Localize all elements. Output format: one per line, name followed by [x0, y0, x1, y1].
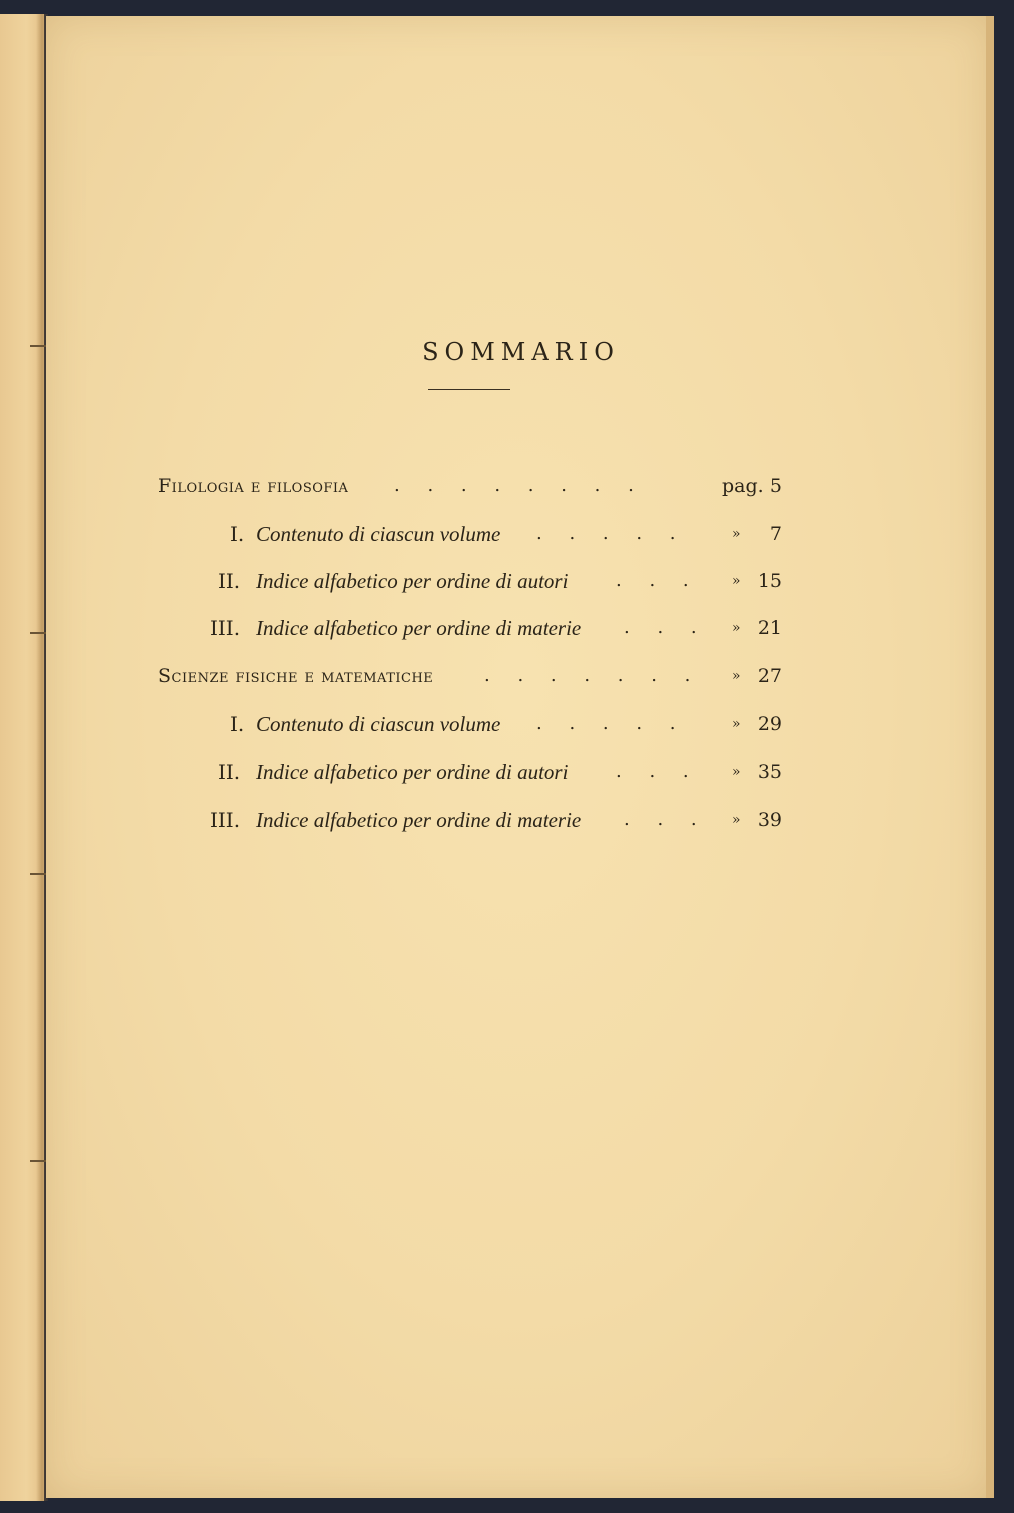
toc-entry-sub	[158, 805, 798, 835]
toc-sub-label: Contenuto di ciascun volume	[256, 522, 501, 546]
toc-sub-number: I.	[230, 522, 245, 546]
toc-page-number: 39	[757, 809, 782, 831]
table-of-contents	[46, 16, 990, 1498]
toc-section-label: Filologia e filosofia	[158, 475, 349, 497]
toc-ditto-mark: »	[732, 812, 741, 828]
toc-ditto-mark: »	[732, 668, 741, 684]
toc-entry-sub	[158, 709, 798, 739]
toc-sub-number: II.	[218, 569, 241, 593]
toc-page-number: 21	[757, 617, 782, 639]
document-page	[46, 16, 990, 1498]
toc-ditto-mark: »	[732, 764, 741, 780]
toc-sub-number: III.	[210, 808, 241, 832]
page-edge	[986, 16, 994, 1498]
toc-entry-section	[158, 661, 798, 691]
toc-sub-label: Indice alfabetico per ordine di materie	[256, 808, 582, 832]
toc-leader-dots: . . . . . . . .	[394, 475, 645, 496]
toc-sub-label: Indice alfabetico per ordine di materie	[256, 616, 582, 640]
toc-entry-sub	[158, 519, 798, 549]
toc-leader-dots: . . . . . . .	[484, 665, 702, 686]
toc-page-prefix: pag.	[722, 475, 764, 497]
toc-page-number: 27	[757, 665, 782, 687]
toc-entry-section	[158, 471, 798, 501]
toc-ditto-mark: »	[732, 526, 741, 542]
toc-sub-number: I.	[230, 712, 245, 736]
toc-page-number: 5	[769, 475, 782, 497]
toc-ditto-mark: »	[732, 620, 741, 636]
toc-sub-label: Indice alfabetico per ordine di autori	[256, 760, 569, 784]
toc-ditto-mark: »	[732, 716, 741, 732]
toc-page-number: 7	[769, 523, 782, 545]
toc-page-number: 29	[757, 713, 782, 735]
toc-leader-dots: . . .	[624, 809, 708, 830]
toc-ditto-mark: »	[732, 573, 741, 589]
toc-page-number: 35	[757, 761, 782, 783]
toc-page-number: 15	[757, 570, 782, 592]
toc-entry-sub	[158, 613, 798, 643]
toc-leader-dots: . . . . .	[536, 713, 687, 734]
toc-sub-label: Contenuto di ciascun volume	[256, 712, 501, 736]
toc-entry-sub	[158, 757, 798, 787]
toc-leader-dots: . . .	[616, 570, 700, 591]
toc-sub-number: II.	[218, 760, 241, 784]
toc-leader-dots: . . .	[624, 617, 708, 638]
toc-entry-sub	[158, 566, 798, 596]
toc-sub-number: III.	[210, 616, 241, 640]
toc-leader-dots: . . . . .	[536, 523, 687, 544]
toc-sub-label: Indice alfabetico per ordine di autori	[256, 569, 569, 593]
page-title: SOMMARIO	[422, 338, 620, 366]
toc-section-label: Scienze fisiche e matematiche	[158, 665, 434, 687]
toc-leader-dots: . . .	[616, 761, 700, 782]
